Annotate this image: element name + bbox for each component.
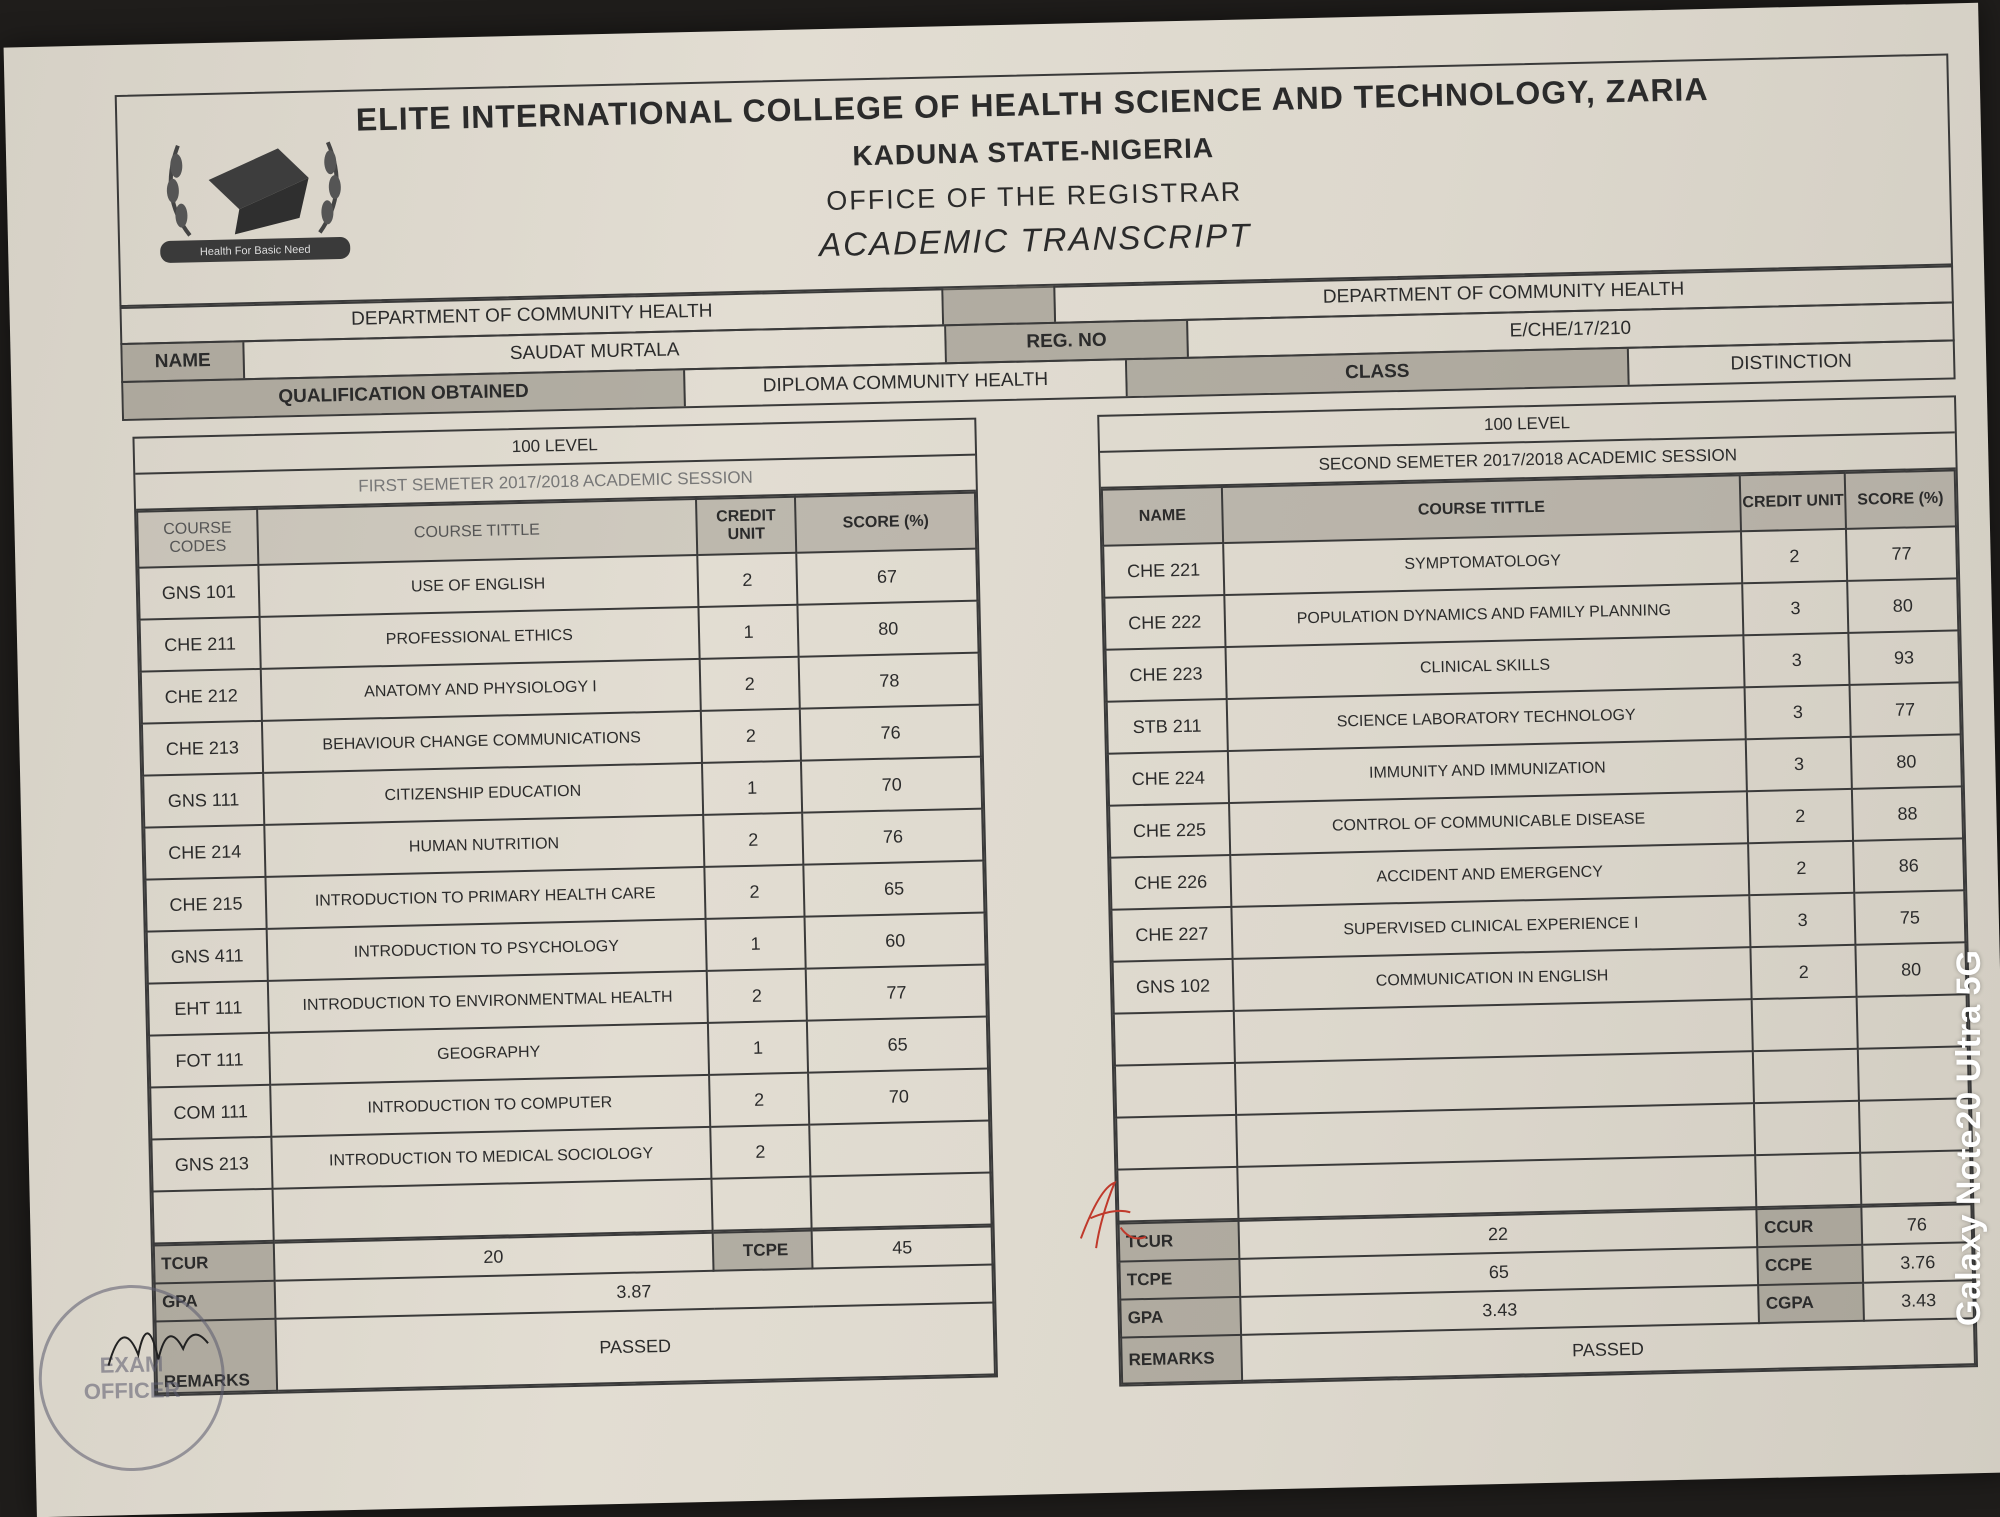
score: 93	[1849, 630, 1960, 684]
first-summary-table	[153, 1225, 996, 1394]
score	[810, 1121, 991, 1177]
course-code: CHE 221	[1103, 543, 1224, 598]
course-title: CONTROL OF COMMUNICABLE DISEASE	[1229, 791, 1749, 855]
first-level: 100 LEVEL	[134, 420, 975, 475]
department-right: DEPARTMENT OF COMMUNITY HEALTH	[1322, 278, 1685, 308]
credit-unit: 2	[1748, 841, 1854, 895]
score: 88	[1852, 786, 1963, 840]
score: 65	[804, 861, 985, 917]
credit-unit: 2	[703, 813, 804, 867]
course-title: INTRODUCTION TO COMPUTER	[270, 1075, 710, 1137]
course-code: CHE 222	[1104, 595, 1225, 650]
office-name: OFFICE OF THE REGISTRAR	[825, 176, 1243, 216]
tcpe-label: TCPE	[712, 1231, 813, 1271]
remarks-value: PASSED	[1241, 1318, 1975, 1381]
score: 76	[803, 809, 984, 865]
course-title: PROFESSIONAL ETHICS	[259, 607, 699, 669]
course-title: POPULATION DYNAMICS AND FAMILY PLANNING	[1224, 583, 1744, 647]
gpa-value: 3.43	[1240, 1285, 1759, 1335]
document-title: ACADEMIC TRANSCRIPT	[818, 216, 1252, 264]
tcur-value: 22	[1238, 1209, 1757, 1259]
header-score: SCORE (%)	[1845, 470, 1956, 528]
header-course-title: COURSE TITTLE	[1222, 475, 1742, 543]
credit-unit: 3	[1743, 581, 1849, 635]
college-name: ELITE INTERNATIONAL COLLEGE OF HEALTH SCIENCE AND TECHNOLOGY, ZARIA	[355, 70, 1709, 138]
second-semester-panel	[1097, 395, 1978, 1386]
logo-motto: Health For Basic Need	[199, 243, 311, 259]
course-title: IMMUNITY AND IMMUNIZATION	[1228, 739, 1748, 803]
course-title: USE OF ENGLISH	[258, 555, 698, 617]
course-code: GNS 102	[1113, 959, 1234, 1014]
course-title: HUMAN NUTRITION	[264, 815, 704, 877]
score: 80	[798, 601, 979, 657]
tcur-label: TCUR	[154, 1243, 275, 1284]
course-code: CHE 227	[1111, 907, 1232, 962]
camera-watermark: Galaxy Note20 Ultra 5G	[1950, 950, 1988, 1327]
stamp-line-1: EXAM	[99, 1351, 164, 1378]
course-title: INTRODUCTION TO MEDICAL SOCIOLOGY	[271, 1127, 711, 1189]
header-course-title: COURSE TITTLE	[257, 499, 697, 565]
course-code: CHE 211	[140, 617, 261, 672]
ccur-label: CCUR	[1757, 1207, 1863, 1247]
credit-unit: 2	[706, 969, 807, 1023]
tcpe-label: TCPE	[1119, 1259, 1240, 1300]
course-code: CHE 212	[141, 669, 262, 724]
score: 60	[805, 913, 986, 969]
course-title: INTRODUCTION TO PRIMARY HEALTH CARE	[265, 867, 705, 929]
course-code: CHE 225	[1109, 803, 1230, 858]
department-left: DEPARTMENT OF COMMUNITY HEALTH	[121, 288, 944, 343]
gpa-value: 3.87	[275, 1264, 994, 1318]
score: 80	[1856, 942, 1967, 996]
course-title: SYMPTOMATOLOGY	[1223, 531, 1743, 595]
score: 78	[799, 653, 980, 709]
credit-unit: 2	[1741, 529, 1847, 583]
course-title: ANATOMY AND PHYSIOLOGY I	[261, 659, 701, 721]
first-semester-panel	[132, 418, 998, 1397]
class-label: CLASS	[1127, 349, 1630, 396]
course-code: EHT 111	[148, 981, 269, 1036]
reg-no-label: REG. NO	[946, 321, 1189, 362]
stamp-line-2: OFFICER	[83, 1376, 181, 1405]
remarks-label: REMARKS	[1121, 1335, 1242, 1384]
credit-unit: 1	[698, 605, 799, 659]
second-session: SECOND SEMETER 2017/2018 ACADEMIC SESSION	[1100, 433, 1956, 488]
cgpa-label: CGPA	[1758, 1283, 1864, 1323]
department-spacer	[943, 286, 1056, 325]
ccur-value: 76	[1862, 1204, 1973, 1244]
credit-unit: 1	[702, 761, 803, 815]
credit-unit: 3	[1744, 633, 1850, 687]
course-code: CHE 226	[1110, 855, 1231, 910]
first-semester-table	[136, 492, 992, 1245]
course-title: INTRODUCTION TO ENVIRONMENTMAL HEALTH	[268, 971, 708, 1033]
tcur-value: 20	[274, 1233, 713, 1281]
course-title: SCIENCE LABORATORY TECHNOLOGY	[1226, 687, 1746, 751]
second-level: 100 LEVEL	[1099, 397, 1955, 452]
credit-unit: 3	[1746, 737, 1852, 791]
score: 65	[807, 1017, 988, 1073]
credit-unit: 2	[709, 1073, 810, 1127]
gpa-label: GPA	[1120, 1297, 1241, 1338]
course-title: BEHAVIOUR CHANGE COMMUNICATIONS	[262, 711, 702, 773]
course-code: CHE 214	[144, 825, 265, 880]
credit-unit: 2	[704, 865, 805, 919]
score: 76	[800, 705, 981, 761]
first-session: FIRST SEMETER 2017/2018 ACADEMIC SESSION	[135, 456, 976, 511]
course-code: GNS 411	[147, 929, 268, 984]
course-title: GEOGRAPHY	[269, 1023, 709, 1085]
state-name: KADUNA STATE-NIGERIA	[852, 132, 1215, 172]
name-label: NAME	[122, 342, 245, 381]
gpa-label: GPA	[155, 1281, 276, 1322]
course-code: STB 211	[1107, 699, 1228, 754]
score: 80	[1847, 578, 1958, 632]
course-code: GNS 111	[143, 773, 264, 828]
course-title: ACCIDENT AND EMERGENCY	[1230, 843, 1750, 907]
course-title: COMMUNICATION IN ENGLISH	[1232, 947, 1752, 1011]
cgpa-value: 3.43	[1863, 1280, 1974, 1320]
credit-unit: 2	[1747, 789, 1853, 843]
score: 80	[1851, 734, 1962, 788]
credit-unit: 2	[700, 709, 801, 763]
course-code: CHE 213	[142, 721, 263, 776]
course-code: FOT 111	[149, 1033, 270, 1088]
header-name: NAME	[1102, 487, 1223, 546]
course-title: SUPERVISED CLINICAL EXPERIENCE I	[1231, 895, 1751, 959]
score: 70	[809, 1069, 990, 1125]
score: 77	[1846, 526, 1957, 580]
course-title: INTRODUCTION TO PSYCHOLOGY	[266, 919, 706, 981]
class-value: DISTINCTION	[1730, 350, 1853, 375]
course-code: GNS 101	[138, 565, 259, 620]
signature	[102, 1303, 214, 1385]
course-code: CHE 215	[145, 877, 266, 932]
course-code: CHE 223	[1106, 647, 1227, 702]
score: 70	[801, 757, 982, 813]
course-title: CLINICAL SKILLS	[1225, 635, 1745, 699]
student-name: SAUDAT MURTALA	[244, 326, 947, 378]
red-initial-mark	[1069, 1167, 1151, 1259]
score: 77	[1850, 682, 1961, 736]
qualification-label: QUALIFICATION OBTAINED	[123, 370, 686, 419]
credit-unit: 2	[1751, 945, 1857, 999]
course-code: COM 111	[150, 1085, 271, 1140]
ccpe-label: CCPE	[1758, 1245, 1864, 1285]
credit-unit: 1	[708, 1021, 809, 1075]
reg-no-value: E/CHE/17/210	[1509, 317, 1632, 342]
credit-unit: 3	[1750, 893, 1856, 947]
course-code: GNS 213	[151, 1137, 272, 1192]
course-code: CHE 224	[1108, 751, 1229, 806]
header-credit-unit: CREDIT UNIT	[696, 497, 797, 555]
tcpe-value: 65	[1239, 1247, 1758, 1297]
credit-unit: 2	[710, 1125, 811, 1179]
header-course-codes: COURSE CODES	[137, 509, 258, 568]
credit-unit: 3	[1745, 685, 1851, 739]
score: 86	[1853, 838, 1964, 892]
tcur-label: TCUR	[1119, 1221, 1240, 1262]
credit-unit: 2	[697, 553, 798, 607]
remarks-label: REMARKS	[156, 1319, 278, 1394]
score: 67	[797, 549, 978, 605]
second-semester-table	[1101, 469, 1972, 1222]
header-score: SCORE (%)	[795, 493, 976, 553]
score: 75	[1854, 890, 1965, 944]
credit-unit: 2	[699, 657, 800, 711]
course-title: CITIZENSHIP EDUCATION	[263, 763, 703, 825]
score: 77	[806, 965, 987, 1021]
remarks-value: PASSED	[275, 1302, 995, 1390]
ccpe-value: 3.76	[1862, 1242, 1973, 1282]
header-credit-unit: CREDIT UNIT	[1740, 473, 1846, 531]
qualification-value: DIPLOMA COMMUNITY HEALTH	[685, 360, 1128, 406]
transcript-sheet	[4, 3, 2000, 1517]
second-summary-table	[1118, 1203, 1976, 1384]
tcpe-value: 45	[812, 1226, 992, 1268]
credit-unit: 1	[705, 917, 806, 971]
